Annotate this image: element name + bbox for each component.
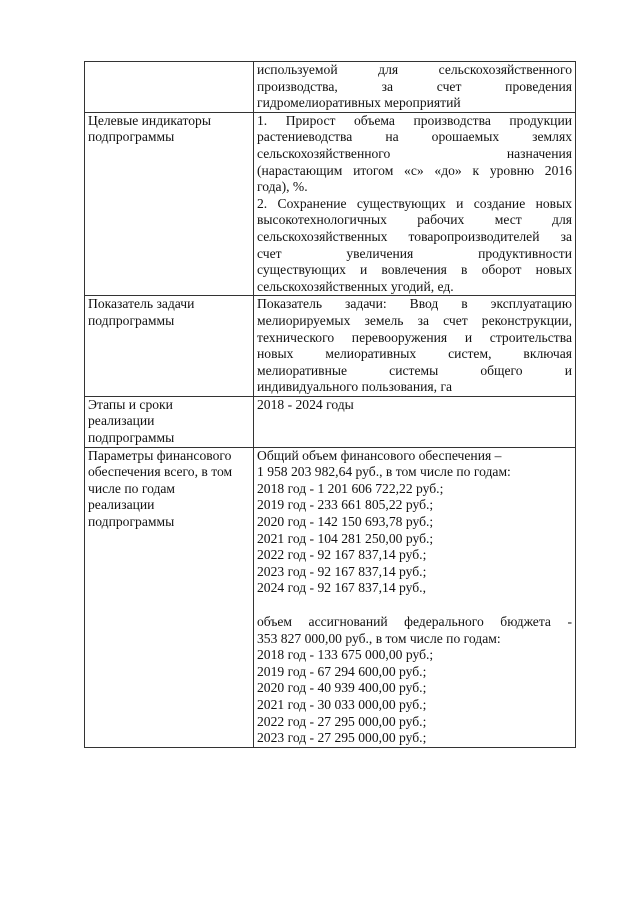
row-stages-and-terms xyxy=(85,396,576,447)
label-line: реализации xyxy=(88,497,155,513)
row-continuation-value xyxy=(254,62,576,113)
text-line: 353 827 000,00 руб., в том числе по годам: xyxy=(257,630,501,646)
target-indicators-label xyxy=(85,112,254,296)
text-line: производства, за счет проведения xyxy=(257,78,572,94)
text-line: 2018 - 2024 годы xyxy=(257,396,354,412)
subprogram-passport-table xyxy=(84,61,576,748)
text-line: мелиорируемых земель за счет реконструкции, xyxy=(257,312,572,328)
text-line: счет увеличения продуктивности xyxy=(257,245,572,261)
text-line: 2019 год - 233 661 805,22 руб.; xyxy=(257,497,434,513)
text-line: (нарастающим итогом «с» «до» к уровню 2016 xyxy=(257,162,572,178)
label-line: числе по годам xyxy=(88,480,176,496)
text-line: 2020 год - 40 939 400,00 руб.; xyxy=(257,680,427,696)
label-line: Этапы и сроки xyxy=(88,396,173,412)
task-indicator-value xyxy=(254,296,576,397)
row-continuation-label xyxy=(85,62,254,113)
text-line: 2. Сохранение существующих и создание новых xyxy=(257,195,572,211)
label-line: подпрограммы xyxy=(88,430,175,446)
text-line: 1 958 203 982,64 руб., в том числе по годам: xyxy=(257,464,511,480)
text-line: мелиоративные системы общего и xyxy=(257,362,572,378)
paragraph-gap xyxy=(257,597,572,614)
text-line: 2022 год - 92 167 837,14 руб.; xyxy=(257,547,427,563)
row-task-indicator xyxy=(85,296,576,397)
text-line: 2023 год - 27 295 000,00 руб.; xyxy=(257,730,427,746)
text-line: 2021 год - 30 033 000,00 руб.; xyxy=(257,696,427,712)
text-line: 2021 год - 104 281 250,00 руб.; xyxy=(257,530,434,546)
text-line: Показатель задачи: Ввод в эксплуатацию xyxy=(257,296,572,312)
text-line: 2019 год - 67 294 600,00 руб.; xyxy=(257,663,427,679)
label-line: Параметры финансового xyxy=(88,447,232,463)
text-line: гидромелиоративных мероприятий xyxy=(257,95,461,111)
text-line: 2020 год - 142 150 693,78 руб.; xyxy=(257,514,434,530)
text-line: 2022 год - 27 295 000,00 руб.; xyxy=(257,713,427,729)
text-line: сельскохозяйственного назначения xyxy=(257,145,572,161)
text-line: Общий объем финансового обеспечения – xyxy=(257,447,502,463)
text-line: объем ассигнований федерального бюджета - xyxy=(257,614,572,629)
label-line: подпрограммы xyxy=(88,129,175,145)
financing-parameters-value xyxy=(254,447,576,747)
text-line: сельскохозяйственных угодий, ед. xyxy=(257,278,454,294)
financing-parameters-label xyxy=(85,447,254,747)
text-line: индивидуального пользования, га xyxy=(257,379,453,395)
text-line: новых мелиоративных систем, включая xyxy=(257,346,572,362)
stages-and-terms-label xyxy=(85,396,254,447)
target-indicators-value xyxy=(254,112,576,296)
label-line: Показатель задачи xyxy=(88,296,195,312)
stages-and-terms-value xyxy=(254,396,576,447)
label-line: Целевые индикаторы xyxy=(88,112,211,128)
text-line: высокотехнологичных рабочих мест для xyxy=(257,212,572,228)
text-line: года), %. xyxy=(257,179,308,195)
text-line: 2023 год - 92 167 837,14 руб.; xyxy=(257,563,427,579)
label-line: подпрограммы xyxy=(88,312,175,328)
row-continuation xyxy=(85,62,576,113)
text-line: технического перевооружения и строительства xyxy=(257,329,572,345)
label-line: обеспечения всего, в том xyxy=(88,464,233,480)
label-line: подпрограммы xyxy=(88,514,175,530)
text-line: существующих и вовлечения в оборот новых xyxy=(257,262,572,278)
text-line: 2018 год - 1 201 606 722,22 руб.; xyxy=(257,480,444,496)
text-line: 1. Прирост объема производства продукции xyxy=(257,112,572,128)
text-line: сельскохозяйственных товаропроизводителей за xyxy=(257,228,572,244)
row-target-indicators xyxy=(85,112,576,296)
row-financing-parameters xyxy=(85,447,576,747)
task-indicator-label xyxy=(85,296,254,397)
text-line: 2024 год - 92 167 837,14 руб., xyxy=(257,580,426,596)
label-line: реализации xyxy=(88,413,155,429)
text-line: используемой для сельскохозяйственного xyxy=(257,62,572,77)
text-line: растениеводства на орошаемых землях xyxy=(257,129,572,145)
text-line: 2018 год - 133 675 000,00 руб.; xyxy=(257,647,434,663)
